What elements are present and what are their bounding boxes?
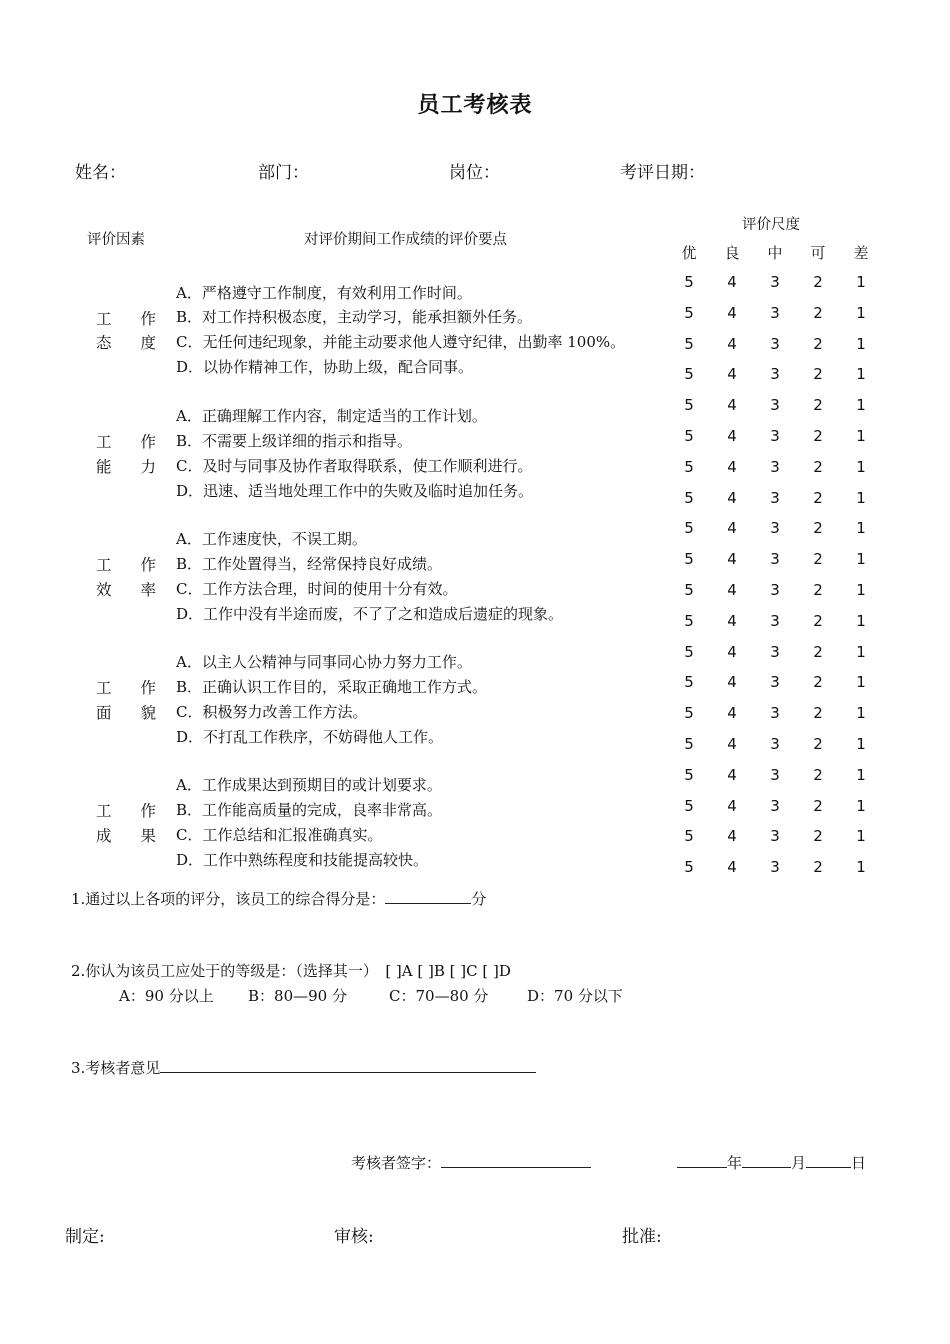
score-option[interactable]: 5 xyxy=(684,642,694,661)
score-option[interactable]: 4 xyxy=(727,519,737,538)
score-option[interactable]: 1 xyxy=(856,704,866,723)
score-option[interactable]: 2 xyxy=(813,334,823,353)
criterion-item: D．迅速、适当地处理工作中的失败及临时追加任务。 xyxy=(176,482,534,500)
score-option[interactable]: 1 xyxy=(856,273,866,291)
score-option[interactable]: 4 xyxy=(727,365,737,384)
scale-level-average: 中 xyxy=(767,244,783,262)
score-option[interactable]: 5 xyxy=(684,457,694,476)
page-title: 员工考核表 xyxy=(417,93,533,118)
criterion-item: A．以主人公精神与同事同心协力努力工作。 xyxy=(176,653,472,671)
score-option[interactable]: 2 xyxy=(813,735,823,753)
factor-label-line1: 工 作 xyxy=(96,310,156,328)
criterion-item: A．严格遵守工作制度，有效利用工作时间。 xyxy=(176,284,472,302)
scale-levels-row xyxy=(672,242,882,264)
score-option[interactable]: 3 xyxy=(770,827,780,846)
score-option[interactable]: 1 xyxy=(856,735,866,753)
score-option[interactable]: 2 xyxy=(813,303,823,322)
score-option[interactable]: 3 xyxy=(770,427,780,445)
score-option[interactable]: 3 xyxy=(770,796,780,815)
total-score-unit: 分 xyxy=(471,890,487,908)
score-option[interactable]: 4 xyxy=(727,858,737,877)
score-option[interactable]: 4 xyxy=(727,673,737,692)
score-row xyxy=(672,612,882,634)
score-option[interactable]: 5 xyxy=(684,519,694,538)
year-label: 年 xyxy=(727,1154,743,1172)
score-row xyxy=(672,766,882,788)
score-option[interactable]: 2 xyxy=(813,827,823,846)
score-option[interactable]: 1 xyxy=(856,673,866,692)
score-option[interactable]: 5 xyxy=(684,365,694,384)
score-row xyxy=(672,304,882,326)
reviewed-by-label: 审核: xyxy=(334,1227,374,1247)
score-option[interactable]: 4 xyxy=(727,611,737,630)
score-option[interactable]: 4 xyxy=(727,488,737,507)
reviewer-opinion-blank[interactable] xyxy=(160,1058,536,1073)
review-date-label: 考评日期： xyxy=(620,163,705,183)
score-option[interactable]: 3 xyxy=(770,303,780,322)
score-option[interactable]: 3 xyxy=(770,550,780,569)
name-label: 姓名： xyxy=(75,163,126,183)
score-option[interactable]: 2 xyxy=(813,581,823,599)
criterion-item: D．工作中没有半途而废，不了了之和造成后遗症的现象。 xyxy=(176,605,564,623)
score-option[interactable]: 4 xyxy=(727,396,737,415)
score-option[interactable]: 3 xyxy=(770,642,780,661)
score-option[interactable]: 5 xyxy=(684,735,694,753)
score-option[interactable]: 4 xyxy=(727,427,737,445)
criterion-item: C．无任何违纪现象，并能主动要求他人遵守纪律，出勤率 100%。 xyxy=(176,333,626,351)
score-option[interactable]: 3 xyxy=(770,581,780,599)
score-row xyxy=(672,489,882,511)
score-option[interactable]: 1 xyxy=(856,334,866,353)
signature-date xyxy=(677,1152,866,1173)
points-column-header: 对评价期间工作成绩的评价要点 xyxy=(304,232,507,248)
factor-label-line2: 能 力 xyxy=(96,458,156,476)
score-option[interactable]: 3 xyxy=(770,673,780,692)
criterion-item: C．工作方法合理，时间的使用十分有效。 xyxy=(176,580,458,598)
factor-label-line2: 态 度 xyxy=(96,334,156,352)
total-score-label: 1.通过以上各项的评分，该员工的综合得分是： xyxy=(71,890,386,908)
score-option[interactable]: 2 xyxy=(813,673,823,692)
score-option[interactable]: 1 xyxy=(856,488,866,507)
score-option[interactable]: 3 xyxy=(770,273,780,291)
total-score-question xyxy=(71,888,486,909)
score-row xyxy=(672,396,882,418)
total-score-blank[interactable] xyxy=(385,889,471,904)
scale-level-fair: 可 xyxy=(810,244,826,262)
score-option[interactable]: 3 xyxy=(770,365,780,384)
position-label: 岗位： xyxy=(449,163,500,183)
score-row xyxy=(672,643,882,665)
grade-option-d: D：70 分以下 xyxy=(527,987,623,1005)
criterion-item: D．工作中熟练程度和技能提高较快。 xyxy=(176,851,429,869)
grade-question: 2.你认为该员工应处于的等级是：（选择其一） [ ]A [ ]B [ ]C [ ]D xyxy=(71,962,511,980)
criterion-item: D．以协作精神工作，协助上级，配合同事。 xyxy=(176,358,474,376)
score-option[interactable]: 5 xyxy=(684,303,694,322)
reviewer-opinion xyxy=(71,1057,536,1078)
score-row xyxy=(672,335,882,357)
score-row xyxy=(672,365,882,387)
score-row xyxy=(672,673,882,695)
criterion-item: B．工作处置得当，经常保持良好成绩。 xyxy=(176,555,443,573)
factor-label-line1: 工 作 xyxy=(96,679,156,697)
approved-by-label: 批准: xyxy=(622,1227,662,1247)
score-option[interactable]: 2 xyxy=(813,796,823,815)
scale-level-poor: 差 xyxy=(853,244,869,262)
score-row xyxy=(672,458,882,480)
scale-column-header: 评价尺度 xyxy=(742,217,800,233)
score-option[interactable]: 1 xyxy=(856,427,866,445)
grade-option-b: B：80—90 分 xyxy=(248,987,347,1005)
score-row xyxy=(672,827,882,849)
score-option[interactable]: 4 xyxy=(727,735,737,753)
score-option[interactable]: 4 xyxy=(727,581,737,599)
criterion-item: A．工作速度快，不误工期。 xyxy=(176,530,367,548)
score-row xyxy=(672,273,882,295)
criterion-item: A．工作成果达到预期目的或计划要求。 xyxy=(176,776,442,794)
month-blank[interactable] xyxy=(742,1153,791,1168)
score-option[interactable]: 4 xyxy=(727,303,737,322)
score-option[interactable]: 2 xyxy=(813,365,823,384)
score-option[interactable]: 1 xyxy=(856,765,866,784)
score-option[interactable]: 5 xyxy=(684,581,694,599)
score-option[interactable]: 3 xyxy=(770,858,780,877)
criterion-item: B．工作能高质量的完成，良率非常高。 xyxy=(176,801,443,819)
score-option[interactable]: 1 xyxy=(856,550,866,569)
score-option[interactable]: 1 xyxy=(856,581,866,599)
score-option[interactable]: 2 xyxy=(813,273,823,291)
score-option[interactable]: 1 xyxy=(856,796,866,815)
score-option[interactable]: 5 xyxy=(684,796,694,815)
score-option[interactable]: 4 xyxy=(727,334,737,353)
score-option[interactable]: 1 xyxy=(856,611,866,630)
criterion-item: D．不打乱工作秩序，不妨碍他人工作。 xyxy=(176,728,444,746)
score-option[interactable]: 5 xyxy=(684,488,694,507)
score-option[interactable]: 4 xyxy=(727,550,737,569)
score-option[interactable]: 3 xyxy=(770,396,780,415)
score-option[interactable]: 5 xyxy=(684,396,694,415)
score-option[interactable]: 1 xyxy=(856,303,866,322)
factor-label-line2: 效 率 xyxy=(96,581,156,599)
score-row xyxy=(672,581,882,603)
score-option[interactable]: 2 xyxy=(813,611,823,630)
scale-level-excellent: 优 xyxy=(681,244,697,262)
score-row xyxy=(672,550,882,572)
score-option[interactable]: 2 xyxy=(813,488,823,507)
score-row xyxy=(672,427,882,449)
score-row xyxy=(672,704,882,726)
factor-column-header: 评价因素 xyxy=(87,232,145,248)
score-option[interactable]: 2 xyxy=(813,858,823,877)
score-option[interactable]: 5 xyxy=(684,858,694,877)
score-row xyxy=(672,735,882,757)
factor-label-line1: 工 作 xyxy=(96,433,156,451)
score-option[interactable]: 3 xyxy=(770,519,780,538)
score-option[interactable]: 2 xyxy=(813,457,823,476)
department-label: 部门： xyxy=(258,163,309,183)
score-option[interactable]: 2 xyxy=(813,765,823,784)
factor-label-line1: 工 作 xyxy=(96,802,156,820)
score-option[interactable]: 3 xyxy=(770,457,780,476)
score-option[interactable]: 2 xyxy=(813,519,823,538)
score-option[interactable]: 1 xyxy=(856,457,866,476)
month-label: 月 xyxy=(791,1154,807,1172)
factor-label-line1: 工 作 xyxy=(96,556,156,574)
score-option[interactable]: 1 xyxy=(856,519,866,538)
score-option[interactable]: 5 xyxy=(684,427,694,445)
score-option[interactable]: 4 xyxy=(727,827,737,846)
year-blank[interactable] xyxy=(677,1153,727,1168)
score-option[interactable]: 1 xyxy=(856,858,866,877)
score-option[interactable]: 2 xyxy=(813,550,823,569)
score-option[interactable]: 1 xyxy=(856,642,866,661)
criterion-item: B．正确认识工作目的，采取正确地工作方式。 xyxy=(176,678,488,696)
score-row xyxy=(672,797,882,819)
day-blank[interactable] xyxy=(806,1153,851,1168)
factor-label-line2: 面 貌 xyxy=(96,704,156,722)
criterion-item: C．工作总结和汇报准确真实。 xyxy=(176,826,383,844)
score-option[interactable]: 3 xyxy=(770,765,780,784)
grade-option-c: C：70—80 分 xyxy=(389,987,489,1005)
score-option[interactable]: 4 xyxy=(727,642,737,661)
score-option[interactable]: 3 xyxy=(770,735,780,753)
criterion-item: B．对工作持积极态度，主动学习，能承担额外任务。 xyxy=(176,308,533,326)
criterion-item: C．积极努力改善工作方法。 xyxy=(176,703,368,721)
criterion-item: B．不需要上级详细的指示和指导。 xyxy=(176,432,413,450)
score-option[interactable]: 3 xyxy=(770,704,780,723)
scale-level-good: 良 xyxy=(724,244,740,262)
score-option[interactable]: 1 xyxy=(856,396,866,415)
reviewer-signature-label: 考核者签字： xyxy=(351,1154,442,1172)
reviewer-opinion-label: 3.考核者意见 xyxy=(71,1059,161,1077)
score-option[interactable]: 5 xyxy=(684,827,694,846)
score-option[interactable]: 5 xyxy=(684,273,694,291)
score-option[interactable]: 4 xyxy=(727,765,737,784)
score-option[interactable]: 4 xyxy=(727,273,737,291)
score-option[interactable]: 5 xyxy=(684,673,694,692)
prepared-by-label: 制定: xyxy=(65,1227,105,1247)
score-option[interactable]: 4 xyxy=(727,796,737,815)
criterion-item: A．正确理解工作内容，制定适当的工作计划。 xyxy=(176,407,487,425)
score-option[interactable]: 5 xyxy=(684,334,694,353)
reviewer-signature xyxy=(351,1152,591,1173)
score-row xyxy=(672,858,882,880)
score-row xyxy=(672,519,882,541)
criterion-item: C．及时与同事及协作者取得联系，使工作顺利进行。 xyxy=(176,457,533,475)
score-option[interactable]: 1 xyxy=(856,365,866,384)
score-option[interactable]: 3 xyxy=(770,334,780,353)
score-option[interactable]: 3 xyxy=(770,488,780,507)
score-option[interactable]: 1 xyxy=(856,827,866,846)
score-option[interactable]: 4 xyxy=(727,457,737,476)
score-option[interactable]: 3 xyxy=(770,611,780,630)
grade-option-a: A：90 分以上 xyxy=(119,987,214,1005)
score-option[interactable]: 5 xyxy=(684,704,694,723)
score-option[interactable]: 5 xyxy=(684,550,694,569)
day-label: 日 xyxy=(851,1154,867,1172)
score-option[interactable]: 5 xyxy=(684,611,694,630)
factor-label-line2: 成 果 xyxy=(96,827,156,845)
score-option[interactable]: 2 xyxy=(813,642,823,661)
reviewer-signature-blank[interactable] xyxy=(441,1153,591,1168)
score-option[interactable]: 2 xyxy=(813,704,823,723)
score-option[interactable]: 4 xyxy=(727,704,737,723)
score-option[interactable]: 2 xyxy=(813,427,823,445)
score-option[interactable]: 5 xyxy=(684,765,694,784)
score-option[interactable]: 2 xyxy=(813,396,823,415)
